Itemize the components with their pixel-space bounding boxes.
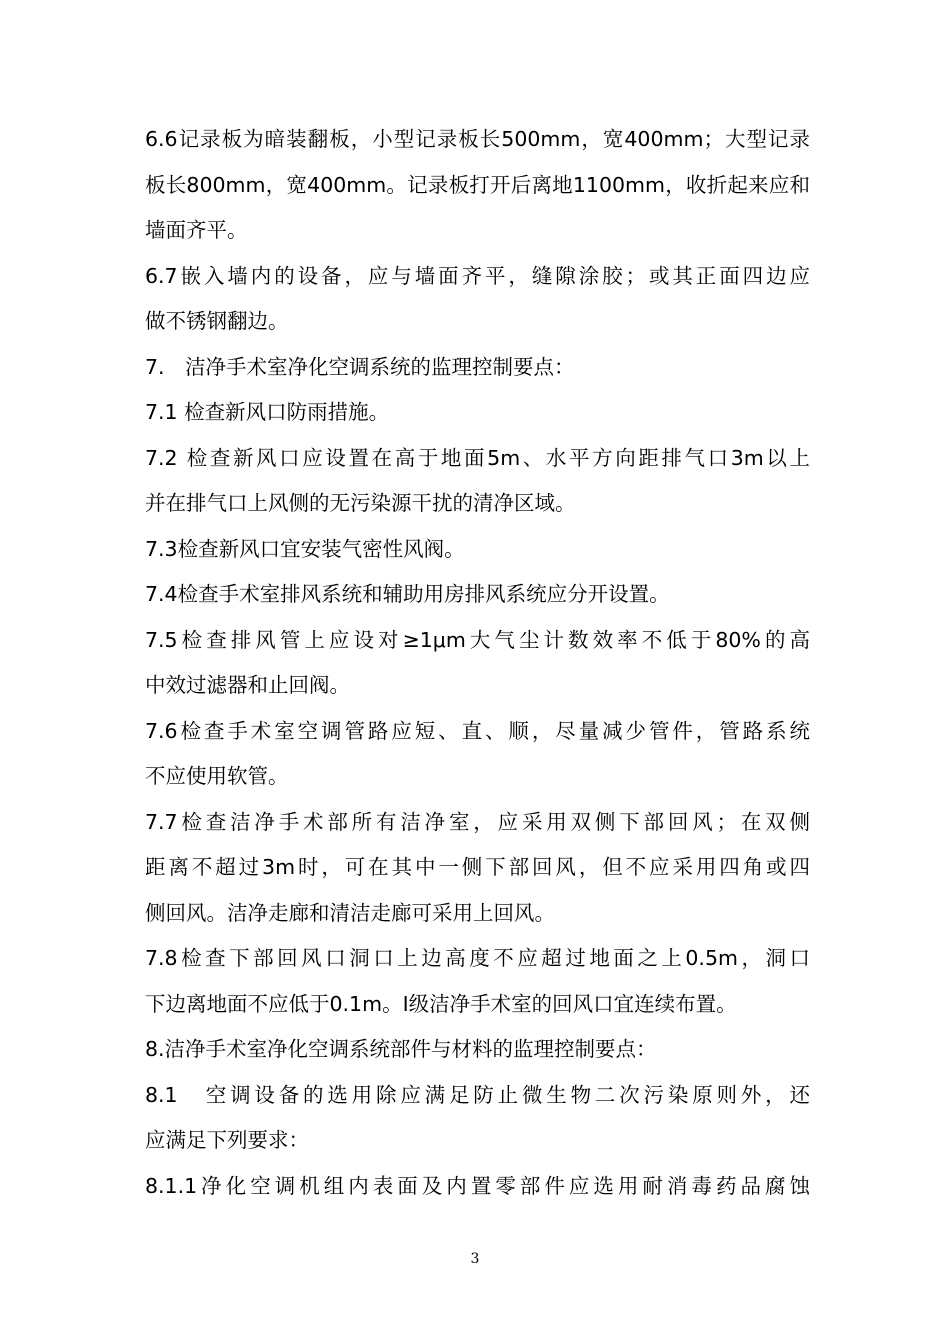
text-line: 8.1 空调设备的选用除应满足防止微生物二次污染原则外，还 [145,1082,810,1107]
text-line: 8.洁净手术室净化空调系统部件与材料的监理控制要点： [145,1037,657,1061]
section-7-heading [145,345,810,391]
paragraph-8-1-1 [145,1164,810,1210]
text-line: 应满足下列要求： [145,1128,309,1152]
text-line: 距离不超过3m时，可在其中一侧下部回风，但不应采用四角或四 [145,855,810,879]
paragraph-7-4 [145,572,810,618]
text-line: 6.6记录板为暗装翻板，小型记录板长500mm，宽400mm；大型记录 [145,127,810,151]
paragraph-7-5 [145,618,810,709]
section-8-heading [145,1027,810,1073]
paragraph-7-7 [145,800,810,937]
text-line: 侧回风。洁净走廊和清洁走廊可采用上回风。 [145,900,555,925]
page-number: 3 [470,1251,480,1267]
document-body [145,117,810,1209]
paragraph-8-1 [145,1073,810,1164]
text-line: 7.5检查排风管上应设对≥1μm大气尘计数效率不低于80%的高 [145,627,810,652]
text-line: 7.4检查手术室排风系统和辅助用房排风系统应分开设置。 [145,582,670,606]
paragraph-7-3 [145,527,810,573]
text-line: 墙面齐平。 [145,218,248,242]
text-line: 不应使用软管。 [145,764,289,788]
paragraph-6-7 [145,254,810,345]
text-line: 板长800mm，宽400mm。记录板打开后离地1100mm，收折起来应和 [145,172,810,197]
text-line: 中效过滤器和止回阀。 [145,673,350,697]
text-line: 6.7嵌入墙内的设备，应与墙面齐平，缝隙涂胶；或其正面四边应 [145,263,810,288]
text-line: 7.2 检查新风口应设置在高于地面5m、水平方向距排气口3m以上 [145,445,810,470]
text-line: 7.8检查下部回风口洞口上边高度不应超过地面之上0.5m，洞口 [145,946,810,970]
text-line: 下边离地面不应低于0.1m。Ⅰ级洁净手术室的回风口宜连续布置。 [145,991,737,1016]
paragraph-7-1 [145,390,810,436]
text-line: 并在排气口上风侧的无污染源干扰的清净区域。 [145,491,576,515]
text-line: 7.6检查手术室空调管路应短、直、顺，尽量减少管件，管路系统 [145,718,810,743]
paragraph-7-6 [145,709,810,800]
text-line: 7.7检查洁净手术部所有洁净室，应采用双侧下部回风；在双侧 [145,809,810,834]
text-line: 8.1.1净化空调机组内表面及内置零部件应选用耐消毒药品腐蚀 [145,1173,810,1198]
text-line: 做不锈钢翻边。 [145,309,289,333]
paragraph-7-2 [145,436,810,527]
paragraph-6-6 [145,117,810,254]
text-line: 7. 洁净手术室净化空调系统的监理控制要点： [145,354,575,379]
text-line: 7.3检查新风口宜安装气密性风阀。 [145,536,465,561]
paragraph-7-8 [145,936,810,1027]
text-line: 7.1 检查新风口防雨措施。 [145,400,390,424]
